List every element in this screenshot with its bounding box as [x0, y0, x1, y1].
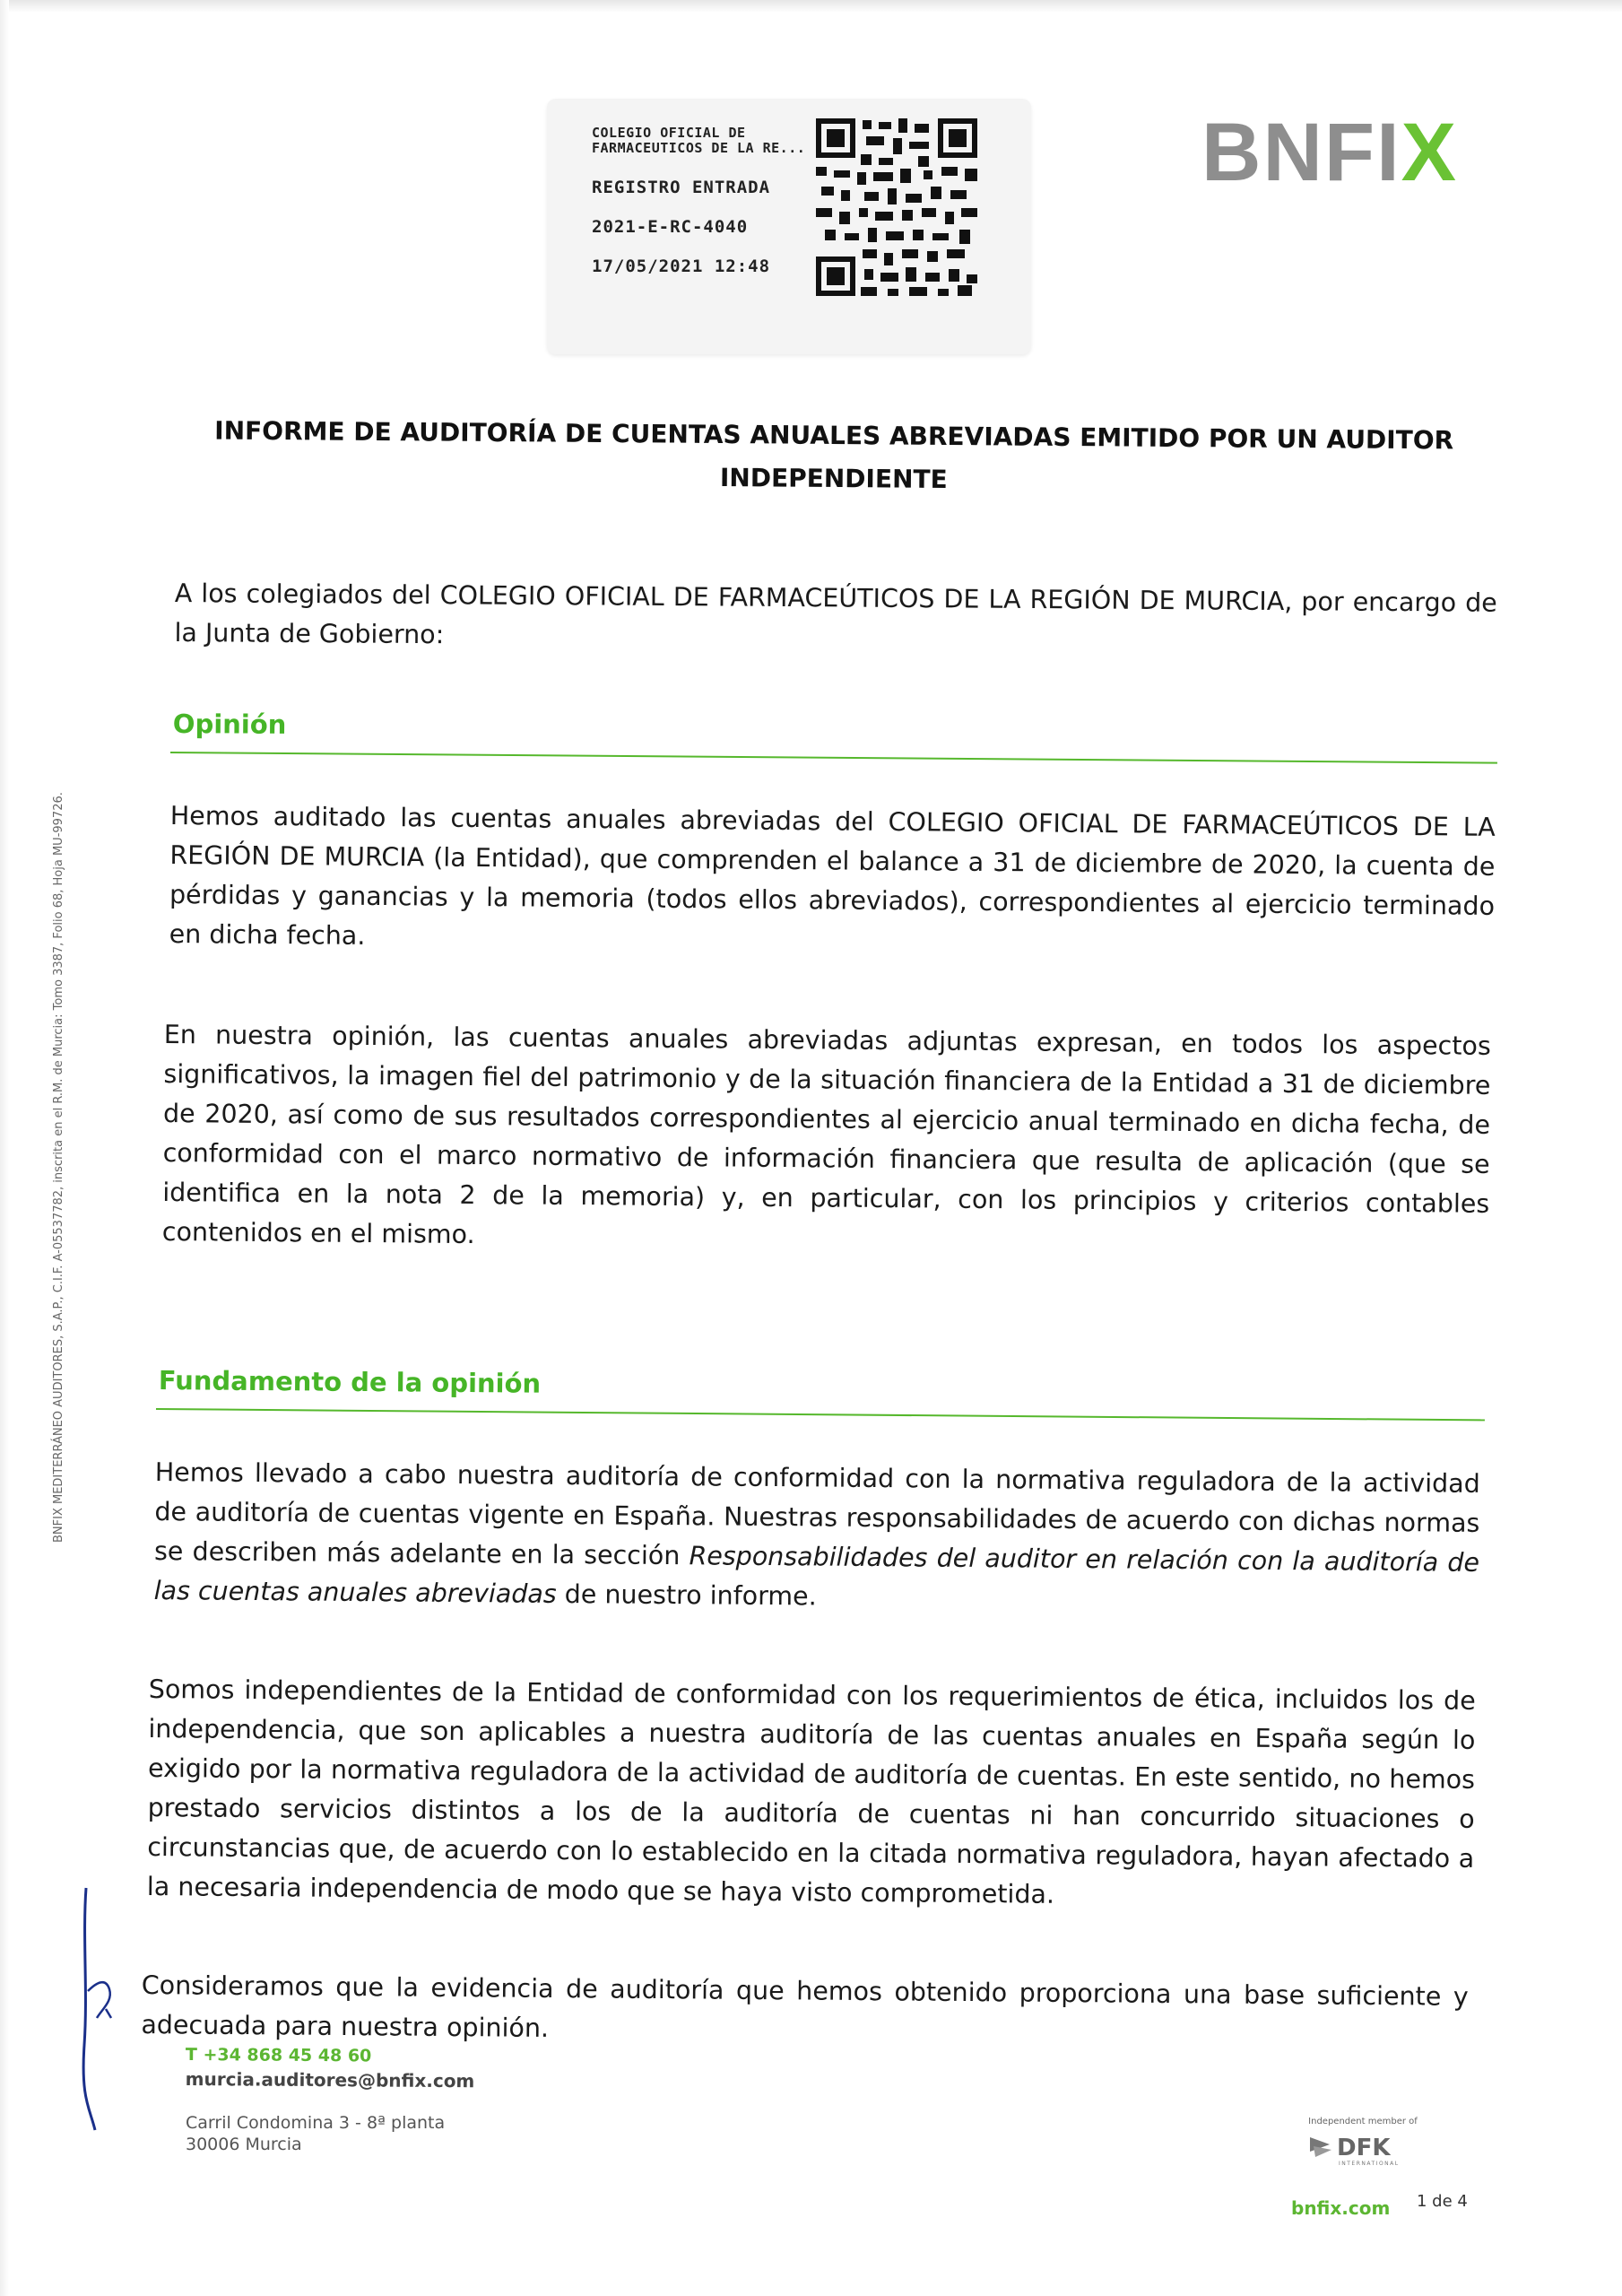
section-rule-opinion [170, 752, 1497, 764]
stamp-registry: REGISTRO ENTRADA [592, 178, 771, 197]
address-line-2: 30006 Murcia [186, 2135, 302, 2154]
fundamento-paragraph-2: Somos independientes de la Entidad de conformidad con los requerimientos de ética, incluidos los de independencia, que son aplicables a nuestra auditoría de las cuentas anuales en España según lo exigido por la normativa reguladora de la actividad de auditoría de cuentas. En este sentido, no hemos prestado servicios distintos a los de la auditoría de cuentas ni han concurrido situaciones o circunstancias que, de acuerdo con lo establecido en la citada normativa reguladora, hayan afectado a la necesaria independencia de modo que se haya visto comprometida. [146, 1674, 1476, 1909]
section-rule-fundamento [156, 1408, 1485, 1421]
page-number: 1 de 4 [1417, 2192, 1468, 2211]
stamp-org-line1: COLEGIO OFICIAL DE [592, 125, 746, 141]
scan-edge-left [0, 0, 9, 2296]
intro-paragraph: A los colegiados del COLEGIO OFICIAL DE FARMACEÚTICOS DE LA REGIÓN DE MURCIA, por encargo de la Junta de Gobierno: [174, 578, 1497, 650]
footer-website[interactable]: bnfix.com [1291, 2197, 1391, 2219]
registry-stamp [547, 99, 1031, 354]
bnfix-logo [1201, 106, 1458, 200]
fundamento-p1-end: de nuestro informe. [556, 1578, 817, 1612]
section-heading-fundamento: Fundamento de la opinión [158, 1365, 542, 1399]
fundamento-p1-text: Hemos llevado a cabo nuestra auditoría de conformidad con la normativa reguladora de la actividad de auditoría de cuentas vigente en España. Nuestras responsabilidades de acuerdo con dichas normas se describen más adelante en la sección [153, 1457, 1480, 1571]
stamp-org-line2: FARMACEUTICOS DE LA RE... [592, 140, 806, 156]
footer-address [186, 2112, 445, 2155]
dfk-member-label: Independent member of [1308, 2117, 1418, 2126]
dfk-member-badge [1291, 2117, 1435, 2172]
scan-edge-top [0, 0, 1622, 13]
address-line-1: Carril Condomina 3 - 8ª planta [186, 2113, 446, 2133]
stamp-datetime: 17/05/2021 12:48 [592, 257, 771, 276]
signature-icon [70, 1883, 124, 2135]
fundamento-paragraph-3: Consideramos que la evidencia de auditoría que hemos obtenido proporciona una base suficiente y adecuada para nuestra opinión. [141, 1970, 1469, 2043]
logo-x: X [1401, 107, 1459, 198]
qr-code-icon [816, 118, 977, 296]
fundamento-paragraph-1 [153, 1453, 1479, 1622]
report-title: INFORME DE AUDITORÍA DE CUENTAS ANUALES ABREVIADAS EMITIDO POR UN AUDITOR INDEPENDIENTE [214, 415, 1454, 494]
footer-contact [186, 2045, 475, 2092]
section-heading-opinion: Opinión [172, 709, 287, 740]
logo-main: BNFI [1201, 107, 1401, 198]
dfk-name: DFK [1337, 2135, 1391, 2161]
stamp-code: 2021-E-RC-4040 [592, 217, 749, 237]
side-legal-text: BNFIX MEDITERRÁNEO AUDITORES, S.A.P., C.I.F. A-05537782, inscrita en el R.M. de Murcia: Tomo 3387, Folio 68, Hoja MU-99726. [52, 792, 65, 1543]
dfk-sub: INTERNATIONAL [1339, 2161, 1400, 2167]
footer-phone: T +34 868 45 48 60 [185, 2045, 372, 2066]
opinion-paragraph-2: En nuestra opinión, las cuentas anuales abreviadas adjuntas expresan, en todos los aspectos significativos, la imagen fiel del patrimonio y de la situación financiera de la Entidad a 31 de diciembre de 2020, así como de sus resultados correspondientes al ejercicio anual terminado en dicha fecha, de conformidad con el marco normativo de información financiera que resulta de aplicación (que se identifica en la nota 2 de la memoria) y, en particular, con los principios y criterios contables contenidos en el mismo. [161, 1019, 1491, 1250]
fundamento-p1-italic: Responsabilidades del auditor en relación con la auditoría de las cuentas anuales abreviadas [153, 1541, 1480, 1609]
footer-email[interactable]: murcia.auditores@bnfix.com [185, 2067, 475, 2092]
dfk-logo-icon [1305, 2128, 1421, 2168]
opinion-paragraph-1: Hemos auditado las cuentas anuales abreviadas del COLEGIO OFICIAL DE FARMACEÚTICOS DE LA REGIÓN DE MURCIA (la Entidad), que comprenden el balance a 31 de diciembre de 2020, la cuenta de pérdidas y ganancias y la memoria (todos ellos abreviados), correspondientes al ejercicio terminado en dicha fecha. [169, 800, 1496, 951]
stamp-text [592, 126, 816, 276]
